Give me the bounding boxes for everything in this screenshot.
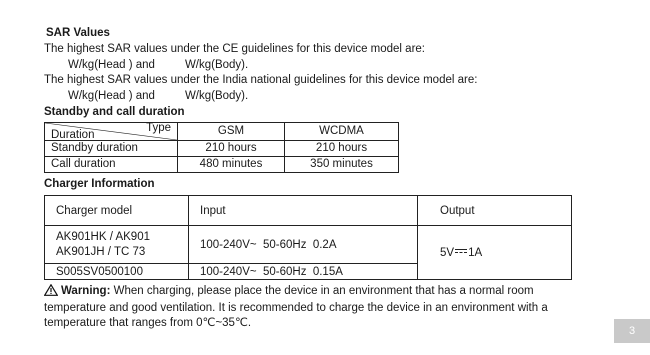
sar-india-line: The highest SAR values under the India national guidelines for this device model are: [44, 74, 478, 86]
header-wcdma: WCDMA [285, 123, 399, 141]
header-duration: Duration [51, 129, 95, 141]
gsm-value: 210 hours [178, 141, 285, 157]
sar-ce-values [68, 59, 248, 71]
sar-ce-head: W/kg(Head ) and [68, 59, 155, 71]
charger-model-line2: AK901JH / TC 73 [56, 245, 146, 258]
charger-header-row [45, 196, 572, 226]
table-row [45, 226, 572, 264]
warning-text: When charging, please place the device in an environment that has a normal room temperature and good ventilation. It is recommended to charge the device in an environment with a temperature that ranges from 0℃~35℃. [44, 285, 548, 329]
wcdma-value: 350 minutes [285, 157, 399, 173]
standby-table [44, 122, 399, 173]
header-gsm: GSM [178, 123, 285, 141]
charger-heading: Charger Information [44, 178, 155, 190]
header-output: Output [418, 196, 572, 226]
sar-heading: SAR Values [46, 27, 110, 39]
charger-input-value: 100-240V~ 50-60Hz 0.15A [189, 264, 418, 280]
row-label: Standby duration [45, 141, 178, 157]
sar-india-body: W/kg(Body). [184, 90, 249, 102]
output-current: 1A [468, 246, 483, 259]
warning-label: Warning: [61, 285, 111, 297]
standby-header-row [45, 123, 399, 141]
standby-heading: Standby and call duration [44, 106, 185, 118]
warning-triangle-icon [44, 284, 58, 301]
gsm-value: 480 minutes [178, 157, 285, 173]
sar-ce-body: W/kg(Body). [184, 59, 249, 71]
header-charger-model: Charger model [45, 196, 189, 226]
dc-symbol-icon [455, 248, 467, 256]
charger-output-value [418, 226, 572, 280]
header-type: Type [146, 122, 171, 134]
charger-table [44, 195, 572, 280]
wcdma-value: 210 hours [285, 141, 399, 157]
output-voltage: 5V [440, 246, 455, 259]
page-number: 3 [614, 319, 650, 343]
row-label: Call duration [45, 157, 178, 173]
table-row [45, 141, 399, 157]
sar-india-values [68, 90, 248, 102]
warning-paragraph [44, 284, 574, 331]
header-input: Input [189, 196, 418, 226]
sar-ce-line: The highest SAR values under the CE guidelines for this device model are: [44, 43, 425, 55]
charger-model-line1: AK901HK / AK901 [56, 230, 150, 243]
charger-model-cell: S005SV0500100 [45, 264, 189, 280]
table-row [45, 157, 399, 173]
charger-input-value: 100-240V~ 50-60Hz 0.2A [189, 226, 418, 264]
charger-model-cell [45, 226, 189, 264]
standby-diagonal-header [45, 123, 178, 141]
sar-india-head: W/kg(Head ) and [68, 90, 155, 102]
